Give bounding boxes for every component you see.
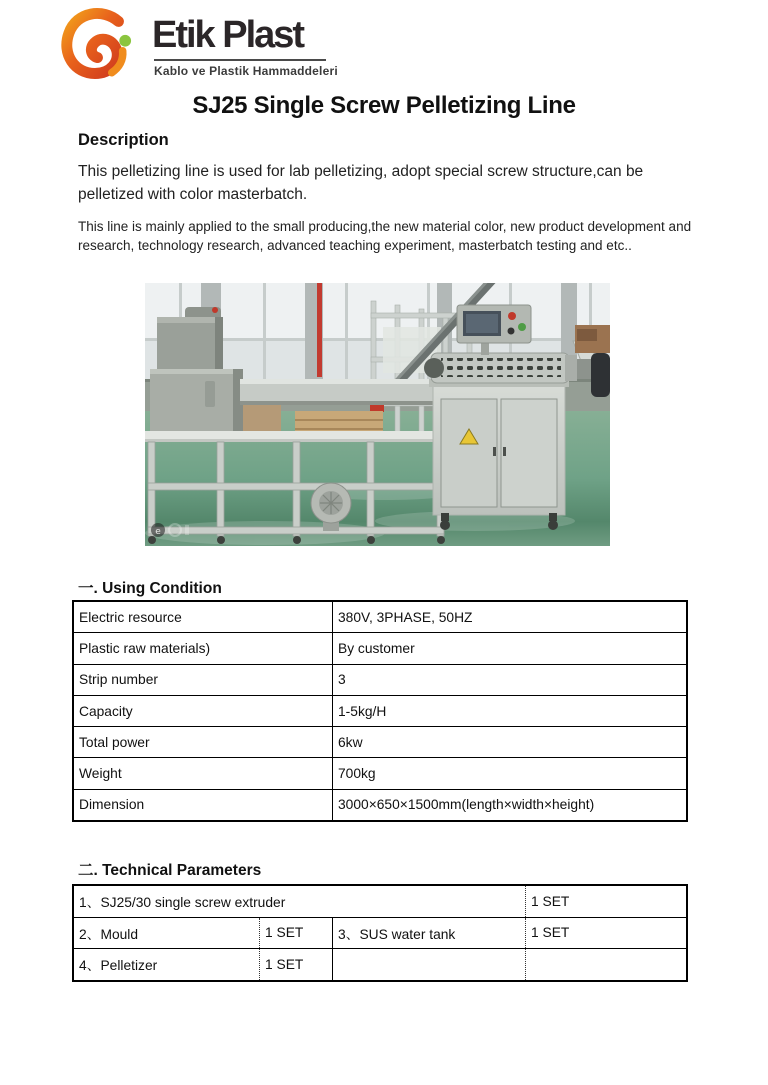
table-row xyxy=(74,602,686,632)
technical-parameters-heading: 二. Technical Parameters xyxy=(78,862,262,879)
description-paragraph-1: This pelletizing line is used for lab pelletizing, adopt special screw structure,can be pelletized with color masterbatch. xyxy=(78,163,644,204)
table-cell-value: 3000×650×1500mm(length×width×height) xyxy=(332,790,686,820)
table-cell-label: Weight xyxy=(79,766,122,782)
table-cell-label: Strip number xyxy=(79,672,158,688)
description-heading: Description xyxy=(78,131,169,149)
table-cell-item: 4、Pelletizer xyxy=(79,958,158,974)
table-cell-label: Electric resource xyxy=(79,609,182,625)
svg-text:e: e xyxy=(155,527,161,537)
table-row xyxy=(74,757,686,788)
brand-name: Etik Plast xyxy=(152,14,304,56)
brand-logo xyxy=(58,8,338,80)
brand-swirl-icon xyxy=(58,8,142,80)
description-paragraph-2: This line is mainly applied to the small producing,the new material color, new product development and research, technology research, advanced teaching experiment, masterbatch testing and etc.. xyxy=(78,219,692,254)
table-cell-label: Capacity xyxy=(79,703,133,719)
page-title: SJ25 Single Screw Pelletizing Line xyxy=(192,92,576,119)
brand-tagline: Kablo ve Plastik Hammaddeleri xyxy=(154,63,338,78)
table-row xyxy=(74,789,686,820)
table-row xyxy=(74,886,686,917)
brand-text xyxy=(152,8,338,78)
table-cell-value: 380V, 3PHASE, 50HZ xyxy=(332,602,686,632)
technical-parameters-table xyxy=(72,884,688,982)
machine-photo xyxy=(145,283,610,546)
table-cell-value: 3 xyxy=(332,665,686,695)
table-cell-qty: 1 SET xyxy=(259,949,332,980)
table-cell-qty: 1 SET xyxy=(525,886,686,917)
table-cell-value: 6kw xyxy=(332,727,686,757)
table-cell-label: Total power xyxy=(79,734,150,750)
table-row xyxy=(74,917,686,949)
table-cell-qty: 1 SET xyxy=(259,918,332,949)
table-cell-value: 700kg xyxy=(332,758,686,788)
table-cell-item: 1、SJ25/30 single screw extruder xyxy=(79,895,286,911)
table-cell-value: 1-5kg/H xyxy=(332,696,686,726)
table-cell-qty xyxy=(525,949,686,980)
table-cell-item xyxy=(332,949,525,980)
table-row xyxy=(74,664,686,695)
table-cell-item: 3、SUS water tank xyxy=(332,918,525,949)
table-row xyxy=(74,948,686,980)
using-condition-heading: 一. Using Condition xyxy=(78,580,222,597)
table-cell-item: 2、Mould xyxy=(79,926,139,942)
brand-divider xyxy=(154,59,326,61)
table-row xyxy=(74,726,686,757)
table-row xyxy=(74,632,686,663)
table-cell-qty: 1 SET xyxy=(525,918,686,949)
table-cell-label: Plastic raw materials) xyxy=(79,640,211,656)
table-row xyxy=(74,695,686,726)
using-condition-table xyxy=(72,600,688,822)
table-cell-label: Dimension xyxy=(79,797,145,813)
table-cell-value: By customer xyxy=(332,633,686,663)
